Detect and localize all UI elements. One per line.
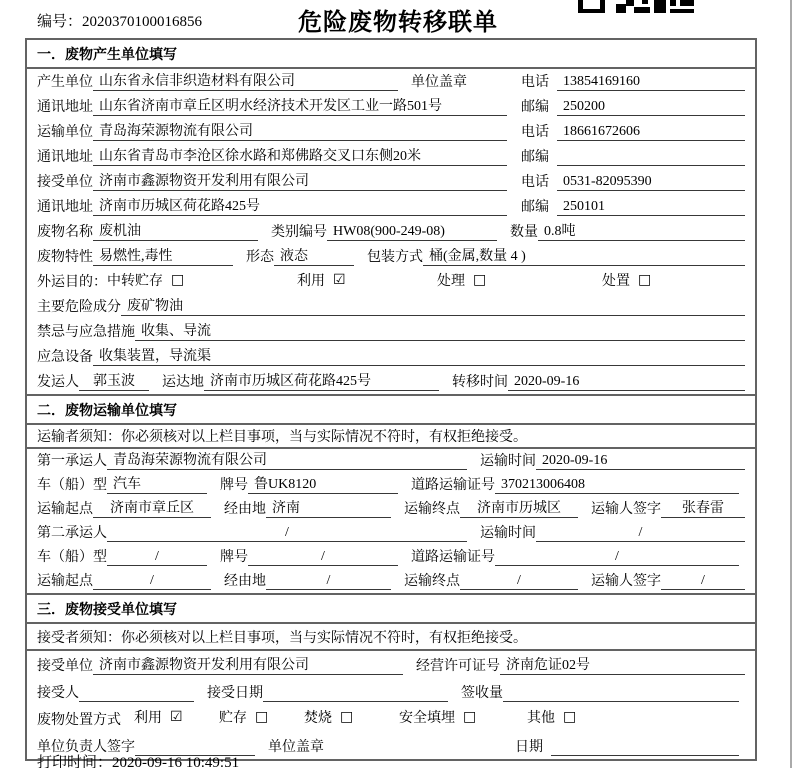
first-carrier-row — [37, 449, 745, 473]
section2-heading: 二．废物运输单位填写 — [37, 404, 177, 419]
transport-time-label: 运输时间 — [480, 454, 536, 469]
transfer-form — [25, 40, 757, 761]
transport-unit-row — [37, 119, 745, 144]
producer-stamp-label: 单位盖章 — [411, 75, 467, 90]
via-label: 经由地 — [224, 574, 266, 589]
checkbox-unchecked-icon: □ — [473, 272, 487, 288]
transport-time-label: 运输时间 — [480, 526, 536, 541]
second-carrier-label: 第二承运人 — [37, 526, 107, 541]
section3-header-box — [25, 593, 757, 624]
hazard-row — [37, 294, 745, 319]
first-carrier-value: 青岛海荣源物流有限公司 — [107, 452, 467, 470]
plate-label: 牌号 — [220, 478, 248, 493]
zip-label: 邮编 — [521, 200, 549, 215]
checkbox-unchecked-icon: □ — [255, 709, 269, 725]
section2-body — [25, 423, 757, 595]
receiver-address-value: 济南市历城区荷花路425号 — [93, 198, 507, 216]
transporter-notice-row — [27, 425, 755, 449]
received-amount-value — [503, 701, 739, 702]
equipment-value: 收集装置，导流渠 — [93, 348, 745, 366]
carrier-sign-label: 运输人签字 — [591, 574, 661, 589]
producer-address-value: 山东省济南市章丘区明水经济技术开发区工业一路501号 — [93, 98, 507, 116]
producer-label: 产生单位 — [37, 75, 93, 90]
terminus-label: 运输终点 — [404, 502, 460, 517]
road-permit-value-2: / — [495, 548, 739, 566]
carrier-sign-value: 张春雷 — [661, 500, 745, 518]
option-label: 利用 — [134, 711, 162, 726]
vehicle-type-value: 汽车 — [107, 476, 207, 494]
print-time-line — [37, 751, 239, 768]
purpose-option-utilize — [297, 270, 437, 290]
checkbox-checked-icon: ☑ — [333, 272, 346, 288]
transport-address-value: 山东省青岛市李沧区徐水路和郑佛路交叉口东侧20米 — [93, 148, 507, 166]
receiving-unit-value: 济南市鑫源物资开发利用有限公司 — [93, 657, 403, 675]
vehicle-type-label: 车（船）型 — [37, 478, 107, 493]
receiver-row — [37, 169, 745, 194]
receiver-notice-text: 接受者须知：你必须核对以上栏目事项，当与实际情况不符时，有权拒绝接受。 — [37, 630, 527, 646]
terminus-value-2: / — [460, 572, 578, 590]
phone-label: 电话 — [521, 75, 549, 90]
hazard-label: 主要危险成分 — [37, 300, 121, 315]
destination-label: 运达地 — [162, 375, 204, 390]
received-amount-label: 签收量 — [461, 686, 503, 701]
option-label: 贮存 — [219, 711, 247, 726]
disposal-method-label: 废物处置方式 — [37, 713, 121, 728]
carrier-sign-label: 运输人签字 — [591, 502, 661, 517]
transport-time-value-2: / — [536, 524, 745, 542]
purpose-row — [37, 269, 745, 294]
producer-phone-value: 13854169160 — [557, 73, 745, 91]
license-label: 经营许可证号 — [416, 659, 500, 674]
vehicle-row-2 — [37, 545, 745, 569]
receiver-address-row — [37, 194, 745, 219]
via-value: 济南 — [266, 500, 391, 518]
receiving-person-value — [79, 701, 194, 702]
section1-header-box — [25, 38, 757, 69]
option-label: 处理 — [437, 274, 465, 289]
plate-label: 牌号 — [220, 550, 248, 565]
print-time-value: 2020-09-16 10:49:51 — [112, 755, 240, 768]
checkbox-checked-icon: ☑ — [170, 709, 183, 725]
terminus-value: 济南市历城区 — [460, 500, 578, 518]
section3-heading: 三．废物接受单位填写 — [37, 603, 177, 618]
section1-heading: 一．废物产生单位填写 — [37, 48, 177, 63]
quantity-label: 数量 — [510, 225, 538, 240]
destination-value: 济南市历城区荷花路425号 — [204, 373, 439, 391]
disposal-option-utilize — [134, 707, 219, 727]
receiver-phone-value: 0531-82095390 — [557, 173, 745, 191]
category-label: 类别编号 — [271, 225, 327, 240]
date-value — [551, 755, 739, 756]
transport-address-row — [37, 144, 745, 169]
receiving-unit-row — [37, 651, 745, 678]
checkbox-unchecked-icon: □ — [638, 272, 652, 288]
purpose-option-dispose — [602, 270, 651, 290]
receiver-label: 接受单位 — [37, 175, 93, 190]
receive-date-label: 接受日期 — [207, 686, 263, 701]
option-label: 安全填埋 — [399, 711, 455, 726]
disposal-option-incinerate — [304, 707, 399, 727]
checkbox-unchecked-icon: □ — [563, 709, 577, 725]
form-value: 液态 — [274, 248, 354, 266]
section1-body — [25, 67, 757, 396]
carrier-sign-value-2: / — [661, 572, 745, 590]
checkbox-unchecked-icon: □ — [463, 709, 477, 725]
shipper-label: 发运人 — [37, 375, 79, 390]
section2-header-box — [25, 394, 757, 425]
waste-trait-row — [37, 244, 745, 269]
waste-name-row — [37, 219, 745, 244]
phone-label: 电话 — [521, 175, 549, 190]
transport-unit-value: 青岛海荣源物流有限公司 — [93, 123, 507, 141]
transport-unit-label: 运输单位 — [37, 125, 93, 140]
origin-label: 运输起点 — [37, 502, 93, 517]
packaging-value: 桶(金属,数量 4 ) — [423, 248, 745, 266]
receiver-notice-row — [27, 624, 755, 651]
via-value-2: / — [266, 572, 391, 590]
origin-label: 运输起点 — [37, 574, 93, 589]
vehicle-type-label: 车（船）型 — [37, 550, 107, 565]
date-label: 日期 — [515, 740, 543, 755]
road-permit-value: 370213006408 — [495, 476, 739, 494]
page-right-edge — [790, 0, 792, 768]
zip-label: 邮编 — [521, 150, 549, 165]
equipment-row — [37, 344, 745, 369]
section3-body — [25, 622, 757, 761]
page-title: 危险废物转移联单 — [298, 10, 498, 36]
transfer-time-value: 2020-09-16 — [508, 373, 745, 391]
receiver-zip-value: 250101 — [557, 198, 745, 216]
road-permit-label: 道路运输证号 — [411, 478, 495, 493]
shipper-value: 郭玉波 — [79, 373, 149, 391]
disposal-option-store — [219, 707, 304, 727]
option-label: 中转贮存 — [107, 274, 163, 289]
unit-stamp-label: 单位盖章 — [268, 740, 324, 755]
second-carrier-row — [37, 521, 745, 545]
equipment-label: 应急设备 — [37, 350, 93, 365]
address-label: 通讯地址 — [37, 150, 93, 165]
waste-name-label: 废物名称 — [37, 225, 93, 240]
waste-trait-value: 易燃性,毒性 — [93, 248, 233, 266]
plate-value: 鲁UK8120 — [248, 476, 398, 494]
route-row-2 — [37, 569, 745, 593]
checkbox-unchecked-icon: □ — [340, 709, 354, 725]
purpose-label: 外运目的： — [37, 275, 107, 290]
option-label: 利用 — [297, 274, 325, 289]
zip-label: 邮编 — [521, 100, 549, 115]
option-label: 其他 — [527, 711, 555, 726]
origin-value-2: / — [93, 572, 211, 590]
receiving-person-row — [37, 678, 745, 705]
vehicle-row-1 — [37, 473, 745, 497]
transporter-notice-text: 运输者须知：你必须核对以上栏目事项，当与实际情况不符时，有权拒绝接受。 — [37, 430, 527, 445]
plate-value-2: / — [248, 548, 398, 566]
waste-name-value: 废机油 — [93, 223, 258, 241]
serial-value: 2020370100016856 — [82, 14, 203, 30]
second-carrier-value: / — [107, 524, 467, 542]
purpose-option-storage — [107, 270, 297, 290]
address-label: 通讯地址 — [37, 200, 93, 215]
packaging-label: 包装方式 — [367, 250, 423, 265]
category-value: HW08(900-249-08) — [327, 223, 497, 241]
transport-phone-value: 18661672606 — [557, 123, 745, 141]
purpose-option-treat — [437, 270, 602, 290]
producer-address-row — [37, 94, 745, 119]
phone-label: 电话 — [521, 125, 549, 140]
serial-label: 编号： — [37, 14, 83, 30]
address-label: 通讯地址 — [37, 100, 93, 115]
receiving-person-label: 接受人 — [37, 686, 79, 701]
taboo-row — [37, 319, 745, 344]
transport-time-value: 2020-09-16 — [536, 452, 745, 470]
taboo-label: 禁忌与应急措施 — [37, 325, 135, 340]
option-label: 处置 — [602, 274, 630, 289]
first-carrier-label: 第一承运人 — [37, 454, 107, 469]
receive-date-value — [263, 701, 448, 702]
terminus-label: 运输终点 — [404, 574, 460, 589]
producer-row — [37, 69, 745, 94]
producer-value: 山东省永信非织造材料有限公司 — [93, 73, 398, 91]
route-row-1 — [37, 497, 745, 521]
quantity-value: 0.8吨 — [538, 223, 745, 241]
vehicle-type-value-2: / — [107, 548, 207, 566]
option-label: 焚烧 — [304, 711, 332, 726]
disposal-option-landfill — [399, 707, 527, 727]
print-time-label: 打印时间： — [37, 755, 113, 768]
via-label: 经由地 — [224, 502, 266, 517]
form-label: 形态 — [246, 250, 274, 265]
hazard-value: 废矿物油 — [121, 298, 745, 316]
shipper-row — [37, 369, 745, 394]
receiver-value: 济南市鑫源物资开发利用有限公司 — [93, 173, 507, 191]
origin-value: 济南市章丘区 — [93, 500, 211, 518]
checkbox-unchecked-icon: □ — [171, 272, 185, 288]
transfer-time-label: 转移时间 — [452, 375, 508, 390]
responsible-sign-label: 单位负责人签字 — [37, 740, 135, 755]
transport-zip-value — [557, 165, 745, 166]
receiving-unit-label: 接受单位 — [37, 659, 93, 674]
disposal-method-row — [37, 705, 745, 732]
producer-zip-value: 250200 — [557, 98, 745, 116]
waste-trait-label: 废物特性 — [37, 250, 93, 265]
road-permit-label: 道路运输证号 — [411, 550, 495, 565]
taboo-value: 收集、导流 — [135, 323, 745, 341]
disposal-option-other — [527, 707, 576, 727]
license-value: 济南危证02号 — [500, 657, 745, 675]
